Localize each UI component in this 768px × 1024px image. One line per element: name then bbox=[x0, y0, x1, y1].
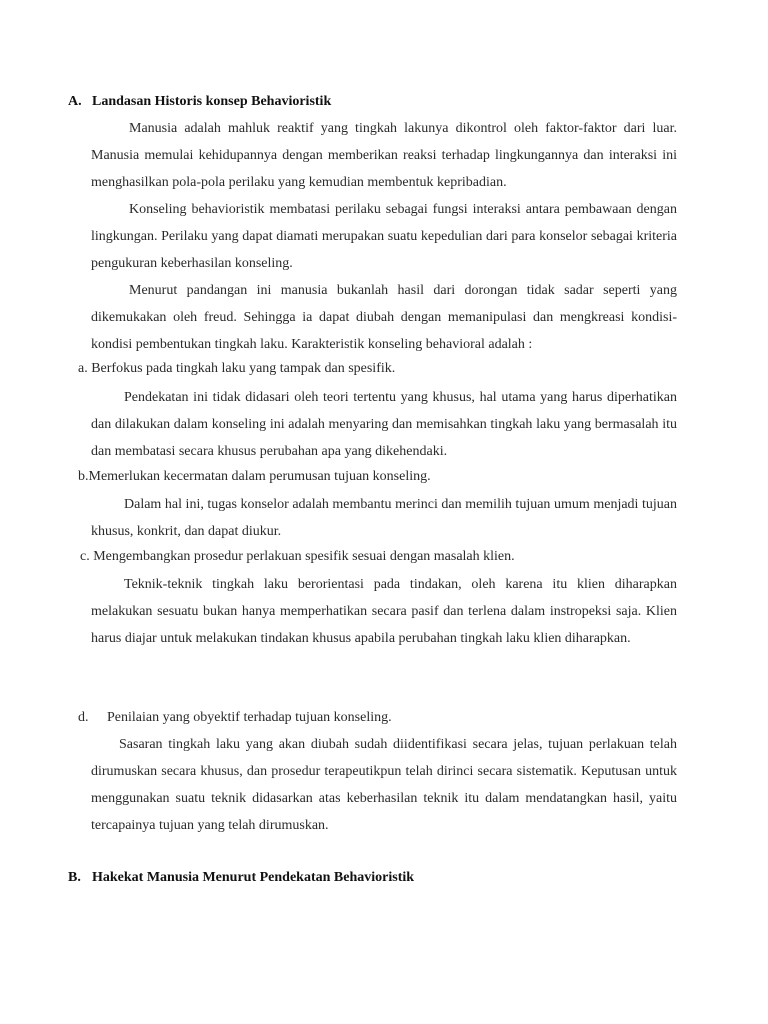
section-b-title: Hakekat Manusia Menurut Pendekatan Behavioristik bbox=[92, 870, 415, 885]
item-c-body: Teknik-teknik tingkah laku berorientasi pada tindakan, oleh karena itu klien diharapkan melakukan sesuatu bukan hanya memperhatikan secara pasif dan terlena dalam instropeksi saja. Klien harus diajar untuk melakukan tindakan khusus apabila perubahan tingkah laku klien diharapkan. bbox=[91, 577, 677, 646]
section-a-marker: A. bbox=[68, 94, 82, 109]
item-d-body: Sasaran tingkah laku yang akan diubah sudah diidentifikasi secara jelas, tujuan perlakuan telah dirumuskan secara khusus, dan prosedur terapeutikpun telah dirinci secara sistematik. Keputusan untuk menggunakan suatu teknik didasarkan atas keberhasilan teknik itu dalam mendatangkan hasil, yaitu tercapainya tujuan yang telah dirumuskan. bbox=[91, 737, 677, 833]
section-b-marker: B. bbox=[68, 870, 81, 885]
paragraph-3: Menurut pandangan ini manusia bukanlah hasil dari dorongan tidak sadar seperti yang dikemukakan oleh freud. Sehingga ia dapat diubah dengan memanipulasi dan mengkreasi kondisi-kondisi pembentukan tingkah laku. Karakteristik konseling behavioral adalah : bbox=[91, 283, 677, 352]
item-a-body: Pendekatan ini tidak didasari oleh teori tertentu yang khusus, hal utama yang harus diperhatikan dan dilakukan dalam konseling ini adalah menyaring dan memisahkan tingkah laku yang bermasalah itu dan membatasi secara khusus perubahan apa yang dikehendaki. bbox=[91, 390, 677, 459]
section-a-heading bbox=[68, 94, 331, 110]
item-b-body: Dalam hal ini, tugas konselor adalah membantu merinci dan memilih tujuan umum menjadi tujuan khusus, konkrit, dan dapat diukur. bbox=[91, 497, 677, 539]
item-d-label: Penilaian yang obyektif terhadap tujuan konseling. bbox=[107, 710, 392, 725]
paragraph-1: Manusia adalah mahluk reaktif yang tingkah lakunya dikontrol oleh faktor-faktor dari luar. Manusia memulai kehidupannya dengan memberikan reaksi terhadap lingkungannya dan interaksi ini menghasilkan pola-pola perilaku yang kemudian membentuk kepribadian. bbox=[91, 121, 677, 190]
section-a-title: Landasan Historis konsep Behavioristik bbox=[92, 94, 332, 109]
paragraph-2: Konseling behavioristik membatasi perilaku sebagai fungsi interaksi antara pembawaan dengan lingkungan. Perilaku yang dapat diamati merupakan suatu kepedulian dari para konselor sebagai kriteria pengukuran keberhasilan konseling. bbox=[91, 202, 677, 271]
item-a-label: a. Berfokus pada tingkah laku yang tampak dan spesifik. bbox=[78, 361, 396, 376]
item-d-marker: d. bbox=[78, 710, 89, 725]
section-b-heading bbox=[68, 870, 414, 886]
item-c-label: c. Mengembangkan prosedur perlakuan spesifik sesuai dengan masalah klien. bbox=[80, 549, 515, 564]
item-b-label: b.Memerlukan kecermatan dalam perumusan tujuan konseling. bbox=[78, 469, 431, 484]
